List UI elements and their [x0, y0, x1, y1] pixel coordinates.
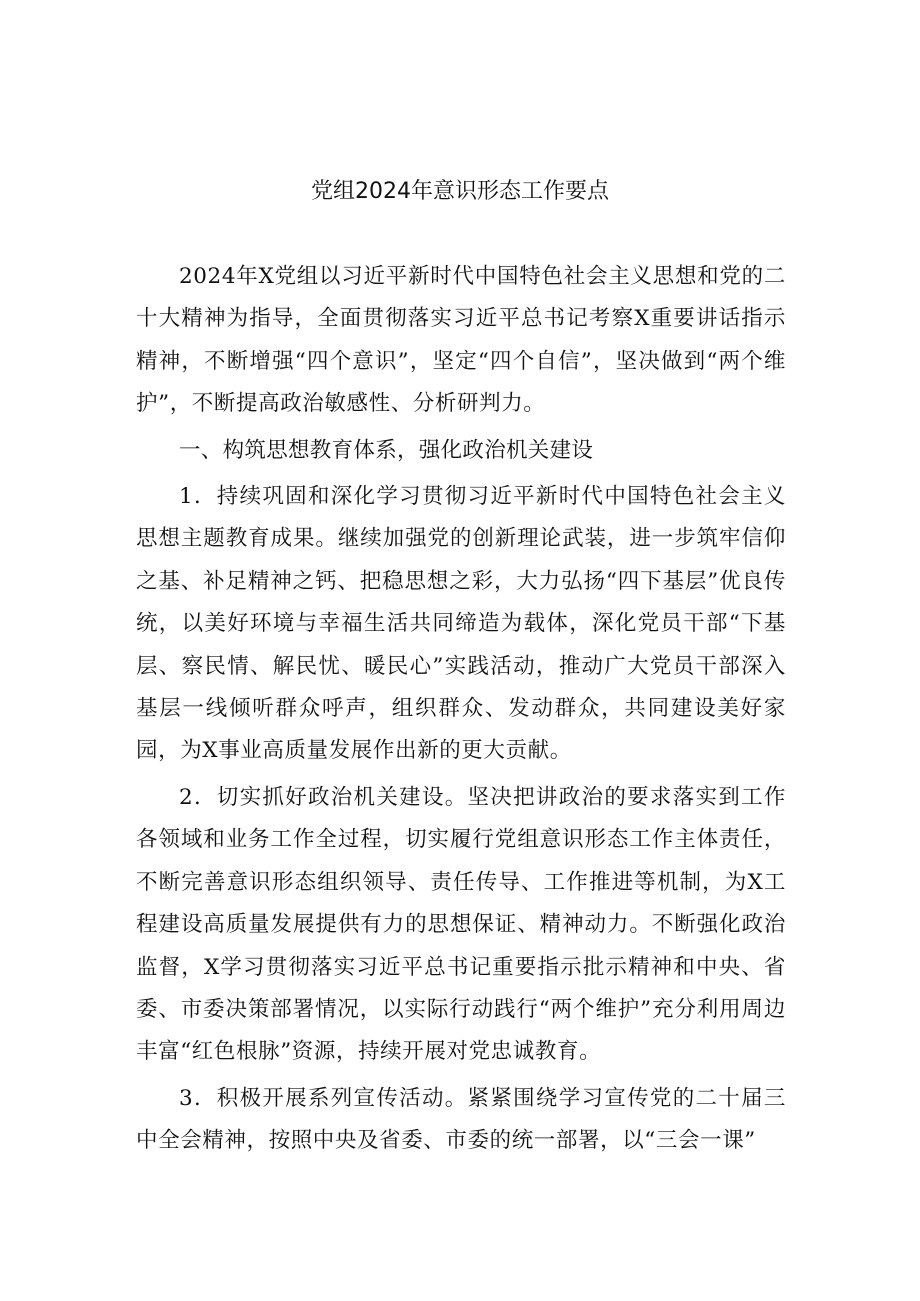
item-paragraph-3: 3．积极开展系列宣传活动。紧紧围绕学习宣传党的二十届三中全会精神，按照中央及省委、市委的统一部署，以“三会一课” [136, 1085, 786, 1154]
item-paragraph-1: 1．持续巩固和深化学习贯彻习近平新时代中国特色社会主义思想主题教育成果。继续加强党的创新理论武装，进一步筑牢信仰之基、补足精神之钙、把稳思想之彩，大力弘扬“四下基层”优良传统，以美好环境与幸福生活共同缔造为载体，深化党员干部“下基层、察民情、解民忧、暖民心”实践活动，推动广大党员干部深入基层一线倾听群众呼声，组织群众、发动群众，共同建设美好家园，为X事业高质量发展作出新的更大贡献。 [136, 484, 786, 764]
document-title: 党组2024年意识形态工作要点 [311, 179, 609, 204]
section-heading-1: 一、构筑思想教育体系，强化政治机关建设 [179, 437, 594, 463]
document-body [136, 256, 786, 1167]
item-paragraph-2: 2．切实抓好政治机关建设。坚决把讲政治的要求落实到工作各领域和业务工作全过程，切实履行党组意识形态工作主体责任，不断完善意识形态组织领导、责任传导、工作推进等机制，为X工程建设高质量发展提供有力的思想保证、精神动力。不断强化政治监督，X学习贯彻落实习近平总书记重要指示批示精神和中央、省委、市委决策部署情况，以实际行动践行“两个维护”充分利用周边丰富“红色根脉”资源，持续开展对党忠诚教育。 [136, 784, 786, 1065]
intro-paragraph: 2024年X党组以习近平新时代中国特色社会主义思想和党的二十大精神为指导，全面贯彻落实习近平总书记考察X重要讲话指示精神，不断增强“四个意识”，坚定“四个自信”，坚决做到“两个维护”，不断提高政治敏感性、分析研判力。 [136, 264, 786, 417]
